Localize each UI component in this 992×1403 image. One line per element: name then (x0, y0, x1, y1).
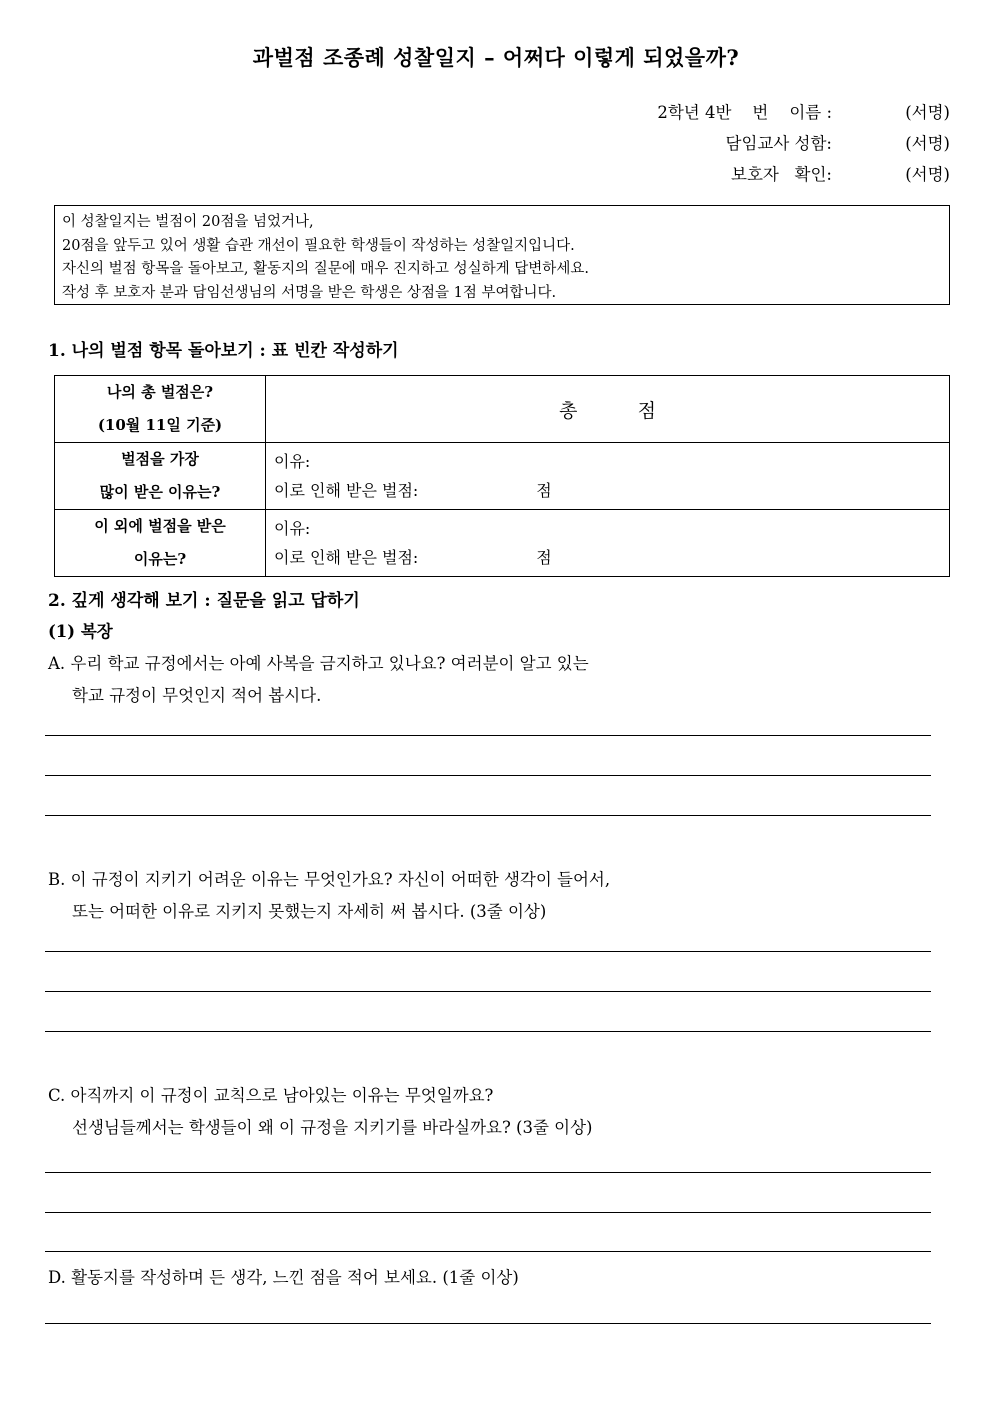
other-reason-points-prompt: 이로 인해 받은 벌점: (274, 548, 419, 567)
section-2-heading: 2. 깊게 생각해 보기 : 질문을 읽고 답하기 (48, 591, 360, 611)
answer-line[interactable] (45, 735, 931, 736)
header-signature-block (330, 97, 950, 190)
other-reason-points-unit: 점 (536, 548, 552, 567)
other-reason-prompt: 이유: (274, 519, 311, 538)
header-label-teacher: 담임교사 성함: (725, 134, 832, 153)
main-reason-label-line-1: 벌점을 가장 (121, 450, 199, 468)
other-reason-label-line-2: 이유는? (133, 550, 187, 568)
question-a (48, 648, 948, 712)
header-row-teacher (330, 128, 950, 159)
header-label-student: 2학년 4반 번 이름 : (657, 103, 832, 122)
main-reason-points-row[interactable] (266, 476, 949, 505)
answer-line[interactable] (45, 1031, 931, 1032)
total-label-line-2: (10월 11일 기준) (97, 416, 223, 434)
question-a-line-2: 학교 규정이 무엇인지 적어 봅시다. (72, 686, 322, 705)
intro-line-3: 자신의 벌점 항목을 돌아보고, 활동지의 질문에 매우 진지하고 성실하게 답변하세요. (62, 261, 589, 277)
table-cell-main-reason-label (55, 443, 266, 510)
header-signature-teacher: (서명) (905, 134, 950, 153)
table-row-other-reason (55, 510, 950, 577)
table-cell-main-reason-input[interactable] (266, 443, 950, 510)
intro-line-1: 이 성찰일지는 벌점이 20점을 넘었거나, (62, 214, 314, 230)
page-title: 과벌점 조종례 성찰일지 – 어쩌다 이렇게 되었을까? (252, 45, 740, 70)
main-reason-points-unit: 점 (536, 481, 552, 500)
answer-line[interactable] (45, 815, 931, 816)
table-row-total (55, 376, 950, 443)
header-label-guardian: 보호자 확인: (731, 165, 832, 184)
table-cell-other-reason-label (55, 510, 266, 577)
table-cell-total-value[interactable]: 총 점 (266, 376, 950, 443)
answer-line[interactable] (45, 951, 931, 952)
question-a-line-1: A. 우리 학교 규정에서는 아예 사복을 금지하고 있나요? 여러분이 알고 있는 (48, 654, 589, 673)
table-cell-total-label (55, 376, 266, 443)
question-b-line-2: 또는 어떠한 이유로 지키지 못했는지 자세히 써 봅시다. (3줄 이상) (72, 902, 547, 921)
main-reason-text-row[interactable] (266, 447, 949, 476)
answer-line[interactable] (45, 1251, 931, 1252)
header-signature-guardian: (서명) (905, 165, 950, 184)
header-row-student (330, 97, 950, 128)
total-label-line-1: 나의 총 벌점은? (106, 383, 214, 401)
answer-line[interactable] (45, 991, 931, 992)
question-d-line-1: D. 활동지를 작성하며 든 생각, 느낀 점을 적어 보세요. (1줄 이상) (48, 1268, 519, 1287)
answer-line[interactable] (45, 1172, 931, 1173)
section-2-subheading: (1) 복장 (48, 622, 113, 641)
intro-line-4: 작성 후 보호자 분과 담임선생님의 서명을 받은 학생은 상점을 1점 부여합니다. (62, 284, 557, 301)
table-row-main-reason (55, 443, 950, 510)
question-d (48, 1262, 948, 1294)
main-reason-label-line-2: 많이 받은 이유는? (99, 483, 221, 501)
intro-instruction-box (54, 205, 950, 305)
other-reason-points-row[interactable] (266, 543, 949, 572)
table-cell-other-reason-input[interactable] (266, 510, 950, 577)
answer-line[interactable] (45, 1323, 931, 1324)
penalty-score-table (54, 375, 950, 577)
question-b (48, 864, 948, 928)
question-c-line-2: 선생님들께서는 학생들이 왜 이 규정을 지키기를 바라실까요? (3줄 이상) (72, 1118, 593, 1137)
answer-line[interactable] (45, 775, 931, 776)
other-reason-label-line-1: 이 외에 벌점을 받은 (94, 517, 226, 535)
question-c-line-1: C. 아직까지 이 규정이 교칙으로 남아있는 이유는 무엇일까요? (48, 1086, 494, 1105)
other-reason-text-row[interactable] (266, 514, 949, 543)
intro-line-2: 20점을 앞두고 있어 생활 습관 개선이 필요한 학생들이 작성하는 성찰일지입니다. (62, 237, 575, 254)
answer-line[interactable] (45, 1212, 931, 1213)
header-signature-student: (서명) (905, 103, 950, 122)
main-reason-prompt: 이유: (274, 452, 311, 471)
header-row-guardian (330, 159, 950, 190)
main-reason-points-prompt: 이로 인해 받은 벌점: (274, 481, 419, 500)
question-b-line-1: B. 이 규정이 지키기 어려운 이유는 무엇인가요? 자신이 어떠한 생각이 들어서, (48, 870, 611, 889)
question-c (48, 1080, 948, 1144)
section-1-heading: 1. 나의 벌점 항목 돌아보기 : 표 빈칸 작성하기 (48, 341, 399, 361)
